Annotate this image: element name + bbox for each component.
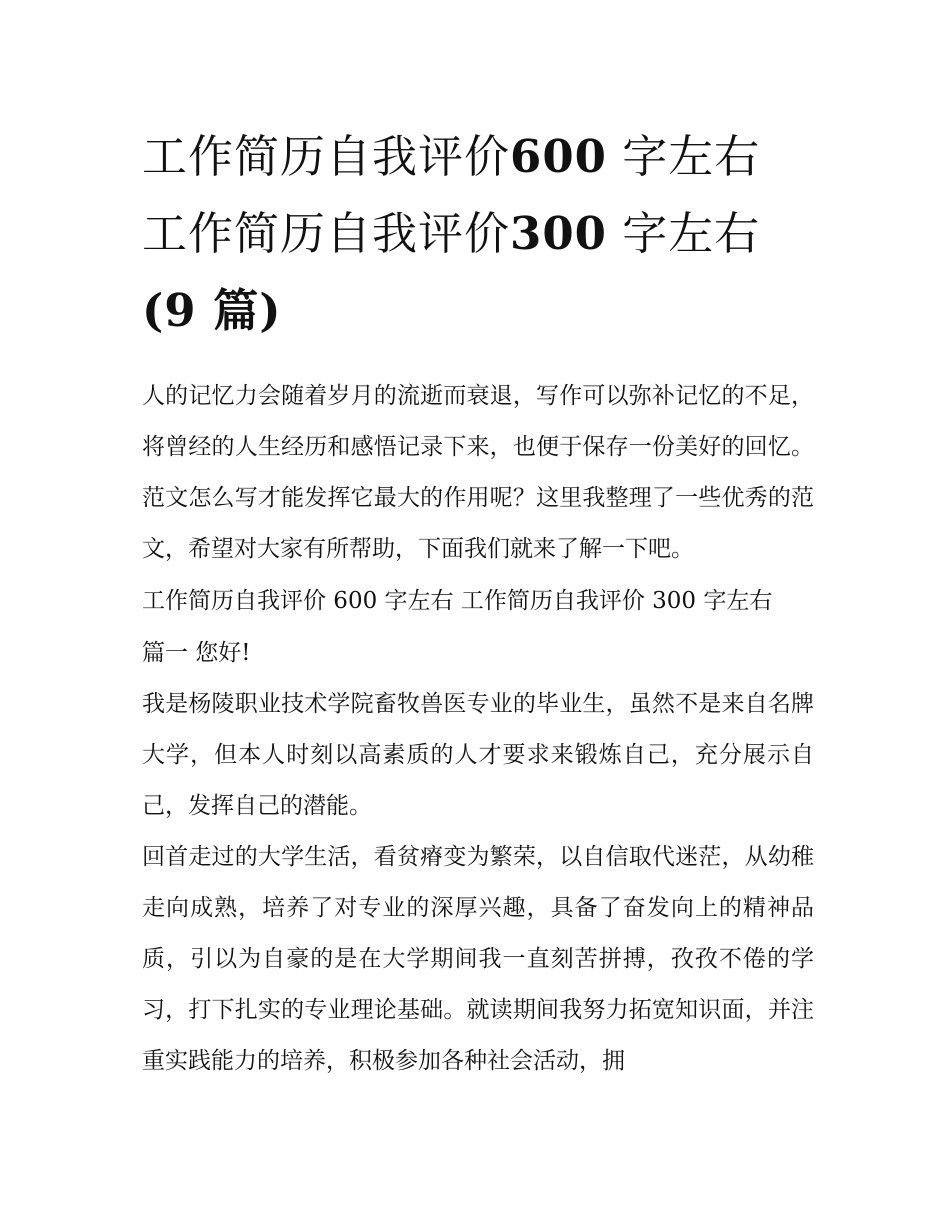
- section-heading: 篇一 您好!: [142, 640, 251, 666]
- title-line-3-open-paren: (: [142, 284, 165, 337]
- body-paragraph-1: 我是杨陵职业技术学院畜牧兽医专业的毕业生，虽然不是来自名牌大学，但本人时刻以高素质的人才要求来锻炼自己，充分展示自己，发挥自己的潜能。: [142, 691, 814, 819]
- title-line-2-number: 300: [510, 207, 607, 260]
- title-line-1-suffix: 字左右: [606, 130, 761, 183]
- title-line-2: [142, 195, 814, 272]
- title-line-2-text: 工作简历自我评价: [142, 207, 511, 260]
- title-line-2-suffix: 字左右: [606, 207, 761, 260]
- title-line-1-number: 600: [510, 130, 607, 183]
- document-title: [142, 118, 814, 349]
- title-line-3: [142, 272, 814, 349]
- title-line-1: [142, 118, 814, 195]
- body-paragraph-2: 回首走过的大学生活，看贫瘠变为繁荣，以自信取代迷茫，从幼稚走向成熟，培养了对专业的深厚兴趣，具备了奋发向上的精神品质，引以为自豪的是在大学期间我一直刻苦拼搏，孜孜不倦的学习，打下扎实的专业理论基础。就读期间我努力拓宽知识面，并注重实践能力的培养，积极参加各种社会活动，拥: [142, 844, 814, 1074]
- document-subtitle: 工作简历自我评价 600 字左右 工作简历自我评价 300 字左右: [142, 588, 773, 614]
- title-line-3-suffix: 篇): [196, 284, 282, 337]
- title-line-3-number: 9: [164, 284, 197, 337]
- title-line-1-text: 工作简历自我评价: [142, 130, 511, 183]
- intro-paragraph: 人的记忆力会随着岁月的流逝而衰退，写作可以弥补记忆的不足，将曾经的人生经历和感悟记录下来，也便于保存一份美好的回忆。范文怎么写才能发挥它最大的作用呢？这里我整理了一些优秀的范文，希望对大家有所帮助，下面我们就来了解一下吧。: [142, 383, 814, 562]
- document-page: [142, 118, 814, 1087]
